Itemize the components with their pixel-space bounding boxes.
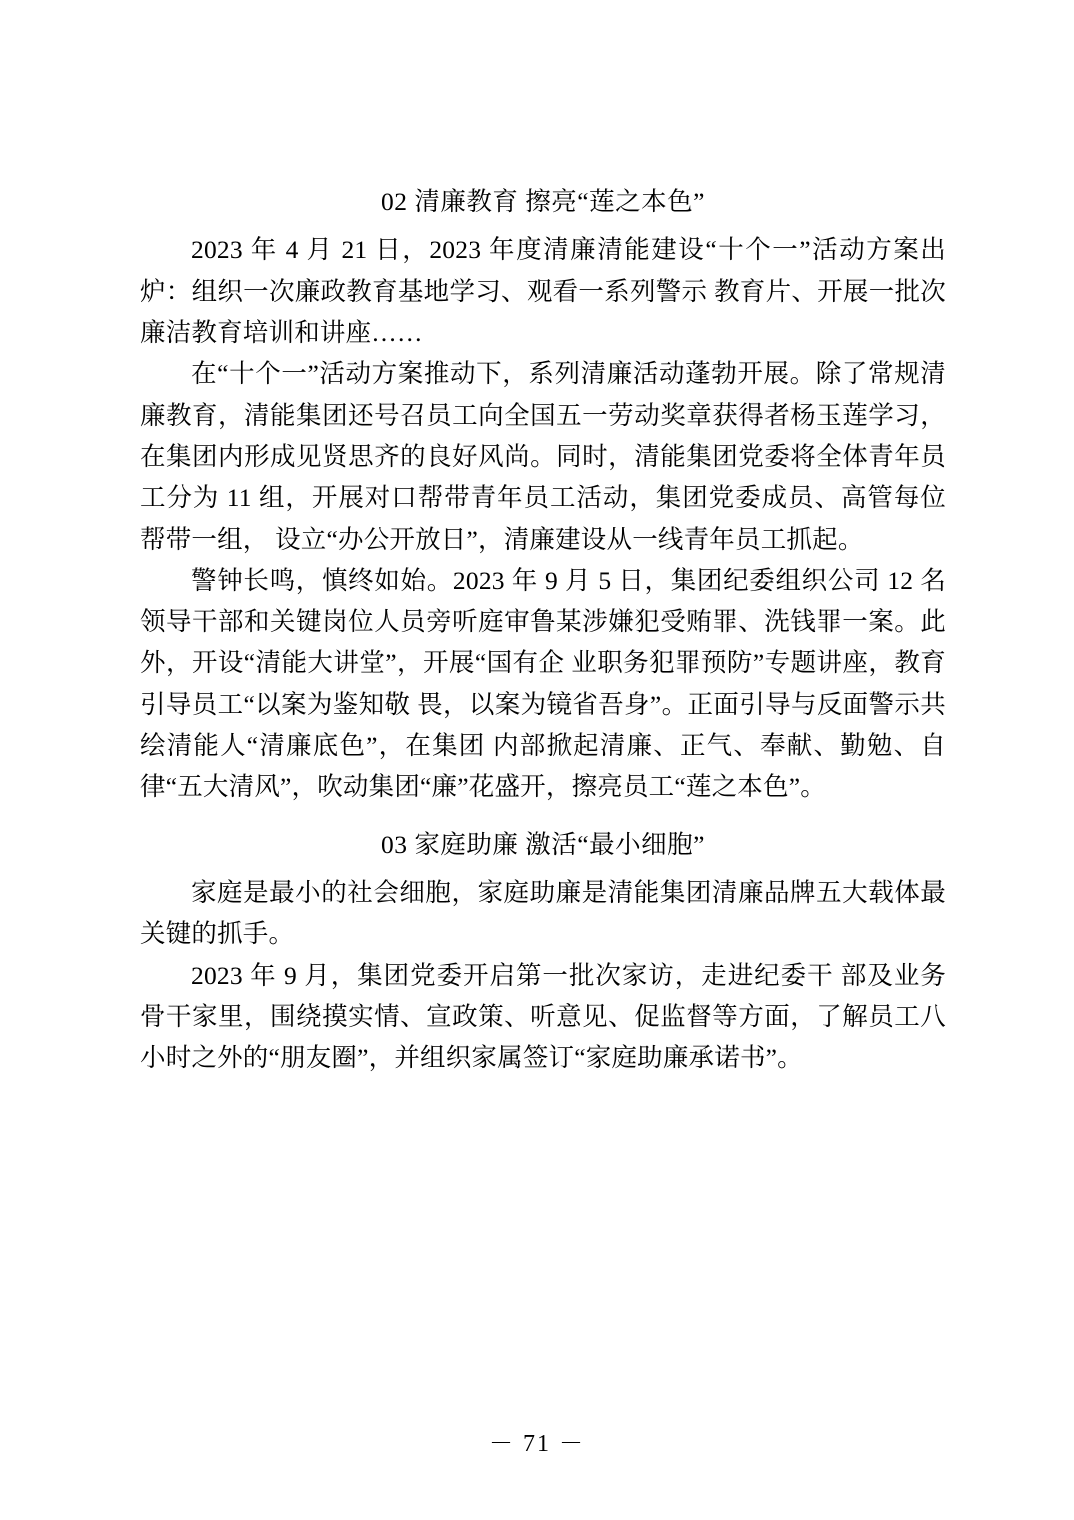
section-heading-03: 03 家庭助廉 激活“最小细胞” — [381, 829, 705, 859]
paragraph-4: 家庭是最小的社会细胞，家庭助廉是清能集团清廉品牌五大载体最关键的抓手。 — [140, 878, 946, 949]
page-number: － 71 － — [489, 1431, 585, 1457]
paragraph-2: 在“十个一”活动方案推动下，系列清廉活动蓬勃开展。除了常规清廉教育，清能集团还号召员工向全国五一劳动奖章获得者杨玉莲学习，在集团内形成见贤思齐的良好风尚。同时，清能集团党委将全体青年员工分为 11 组，开展对口帮带青年员工活动，集团党委成员、高管每位帮带一组， 设立“办公开放日”，清廉建设从一线青年员工抓起。 — [140, 359, 946, 554]
paragraph-3: 警钟长鸣，慎终如始。2023 年 9 月 5 日，集团纪委组织公司 12 名领导干部和关键岗位人员旁听庭审鲁某涉嫌犯受贿罪、洗钱罪一案。此外，开设“清能大讲堂”，开展“国有企 业职务犯罪预防”专题讲座，教育引导员工“以案为鉴知敬 畏，以案为镜省吾身”。正面引导与反面警示共绘清能人“清廉底色”，在集团 内部掀起清廉、正气、奉献、勤勉、自律“五大清风”，吹动集团“廉”花盛开，擦亮员工“莲之本色”。 — [140, 565, 946, 802]
paragraph-1: 2023 年 4 月 21 日，2023 年度清廉清能建设“十个一”活动方案出炉：组织一次廉政教育基地学习、观看一系列警示 教育片、开展一批次廉洁教育培训和讲座…… — [140, 235, 946, 348]
paragraph-5: 2023 年 9 月，集团党委开启第一批次家访，走进纪委干 部及业务骨干家里，围绕摸实情、宣政策、听意见、促监督等方面，了解员工八小时之外的“朋友圈”，并组织家属签订“家庭助廉承诺书”。 — [140, 960, 946, 1073]
section-heading-02: 02 清廉教育 擦亮“莲之本色” — [381, 187, 705, 216]
